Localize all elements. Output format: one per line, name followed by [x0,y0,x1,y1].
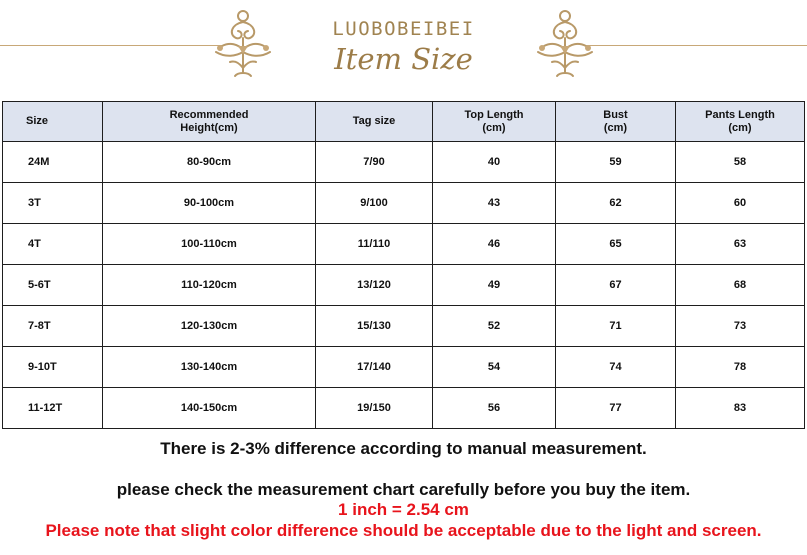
cell-height: 130-140cm [103,347,316,388]
cell-tag-size: 11/110 [316,224,433,265]
cell-bust: 74 [556,347,676,388]
cell-height: 90-100cm [103,183,316,224]
cell-pants-length: 58 [676,142,805,183]
cell-top-length: 40 [433,142,556,183]
cell-top-length: 56 [433,388,556,429]
header-top-length [433,102,556,142]
table-row [3,224,805,265]
cell-tag-size: 7/90 [316,142,433,183]
cell-pants-length: 60 [676,183,805,224]
cell-size: 7-8T [3,306,103,347]
table-row [3,306,805,347]
page-title: Item Size [334,42,473,76]
cell-height: 140-150cm [103,388,316,429]
header-bust-line2: (cm) [603,121,628,134]
table-header-row [3,102,805,142]
cell-bust: 77 [556,388,676,429]
header-top-length-line1: Top Length [464,108,524,121]
cell-bust: 67 [556,265,676,306]
header-recommended-line1: Recommended [169,108,249,121]
header-pants-length-line1: Pants Length [705,108,775,121]
cell-tag-size: 17/140 [316,347,433,388]
color-difference-note: Please note that slight color difference should be acceptable due to the light and screen. [45,521,762,540]
cell-size: 9-10T [3,347,103,388]
cell-top-length: 52 [433,306,556,347]
cell-tag-size: 19/150 [316,388,433,429]
header-banner [0,0,807,96]
header-bust-line1: Bust [603,108,628,121]
cell-top-length: 54 [433,347,556,388]
table-row [3,388,805,429]
cell-height: 100-110cm [103,224,316,265]
cell-height: 110-120cm [103,265,316,306]
cell-pants-length: 78 [676,347,805,388]
table-row [3,265,805,306]
size-chart-table [2,101,805,429]
brand-name: LUOBOBEIBEI [332,18,475,40]
cell-bust: 59 [556,142,676,183]
header-pants-length [676,102,805,142]
check-chart-note: please check the measurement chart carefully before you buy the item. [116,480,691,499]
left-flourish-ornament-icon [202,2,284,84]
cell-size: 5-6T [3,265,103,306]
cell-top-length: 43 [433,183,556,224]
cell-pants-length: 73 [676,306,805,347]
cell-size: 3T [3,183,103,224]
header-tag-size: Tag size [316,102,433,142]
inch-conversion-note: 1 inch = 2.54 cm [338,500,469,519]
cell-pants-length: 63 [676,224,805,265]
cell-bust: 62 [556,183,676,224]
table-row [3,142,805,183]
header-recommended-line2: Height(cm) [180,121,238,134]
header-pants-length-line2: (cm) [728,121,752,134]
cell-tag-size: 15/130 [316,306,433,347]
cell-bust: 65 [556,224,676,265]
cell-pants-length: 83 [676,388,805,429]
cell-tag-size: 9/100 [316,183,433,224]
cell-top-length: 49 [433,265,556,306]
right-flourish-ornament-icon [524,2,606,84]
header-recommended-height [103,102,316,142]
header-bust [556,102,676,142]
table-row [3,183,805,224]
left-gold-rule [0,45,222,46]
right-gold-rule [584,45,807,46]
header-top-length-line2: (cm) [482,121,506,134]
cell-pants-length: 68 [676,265,805,306]
measurement-difference-note: There is 2-3% difference according to manual measurement. [160,439,647,458]
cell-tag-size: 13/120 [316,265,433,306]
cell-size: 4T [3,224,103,265]
table-row [3,347,805,388]
cell-height: 120-130cm [103,306,316,347]
cell-size: 11-12T [3,388,103,429]
cell-top-length: 46 [433,224,556,265]
cell-size: 24M [3,142,103,183]
cell-bust: 71 [556,306,676,347]
header-size: Size [3,102,103,142]
cell-height: 80-90cm [103,142,316,183]
